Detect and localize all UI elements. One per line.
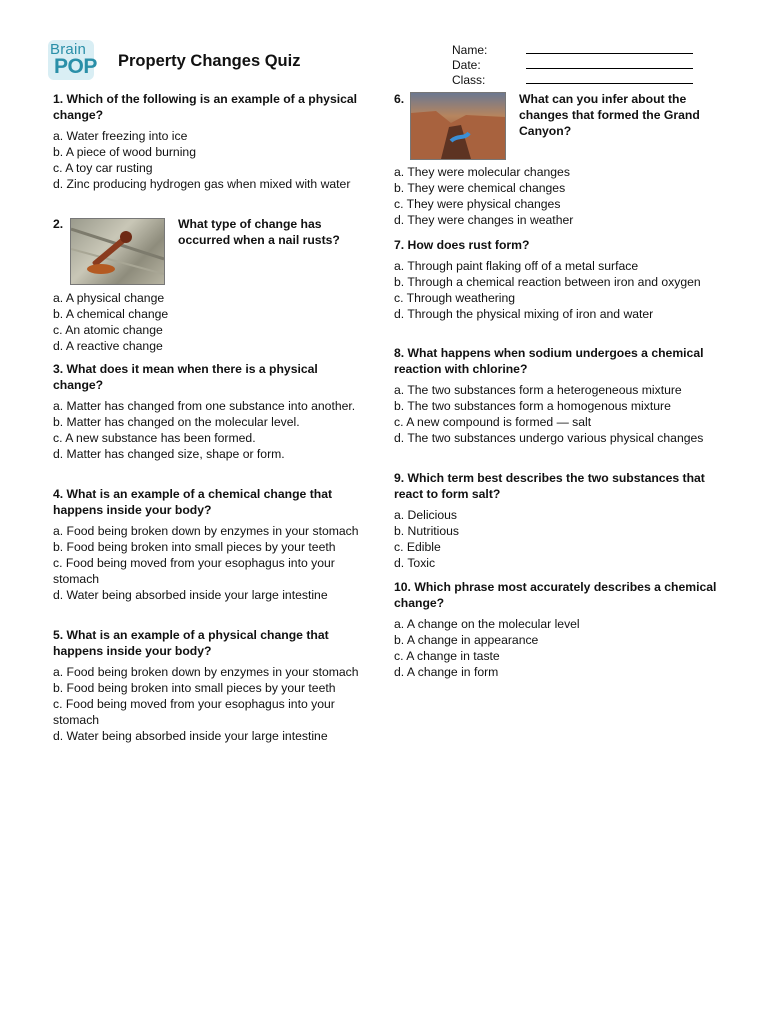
answer-option: b. Through a chemical reaction between iron and oxygen — [394, 275, 701, 289]
class-field-line[interactable] — [526, 83, 693, 84]
question-text: 5. What is an example of a physical change that happens inside your body? — [53, 628, 329, 658]
question-text: 7. How does rust form? — [394, 238, 530, 252]
question-6 — [519, 91, 719, 144]
question-5 — [53, 627, 368, 744]
date-label: Date: — [452, 58, 481, 72]
answer-option: c. An atomic change — [53, 323, 163, 337]
answer-option: a. They were molecular changes — [394, 165, 570, 179]
question-text: 3. What does it mean when there is a physical change? — [53, 362, 318, 392]
answer-option: a. Through paint flaking off of a metal surface — [394, 259, 639, 273]
answer-option: b. Food being broken into small pieces by your teeth — [53, 681, 336, 695]
question-10 — [394, 579, 719, 680]
answer-option: a. The two substances form a heterogeneous mixture — [394, 383, 682, 397]
question-4 — [53, 486, 368, 603]
question-text: 10. Which phrase most accurately describes a chemical change? — [394, 580, 717, 610]
question-3 — [53, 361, 368, 462]
name-label: Name: — [452, 43, 488, 57]
answer-option: d. Zinc producing hydrogen gas when mixed with water — [53, 177, 351, 191]
question-number: 2. — [53, 217, 64, 231]
rusty-nail-image — [70, 218, 165, 285]
question-6-number — [394, 91, 404, 107]
name-field-line[interactable] — [526, 53, 693, 54]
answer-option: a. Delicious — [394, 508, 457, 522]
answer-option: c. A toy car rusting — [53, 161, 153, 175]
answer-option: a. A change on the molecular level — [394, 617, 580, 631]
answer-option: c. A change in taste — [394, 649, 500, 663]
logo-text-brain: Brain — [50, 41, 87, 58]
question-text: What can you infer about the changes that formed the Grand Canyon? — [519, 92, 700, 138]
answer-option: a. Matter has changed from one substance into another. — [53, 399, 356, 413]
answer-option: d. The two substances undergo various physical changes — [394, 431, 704, 445]
class-label: Class: — [452, 73, 486, 87]
answer-option: a. Food being broken down by enzymes in your stomach — [53, 524, 359, 538]
page-title: Property Changes Quiz — [118, 52, 301, 70]
question-6-options — [394, 164, 719, 228]
question-2 — [178, 216, 363, 253]
answer-option: c. They were physical changes — [394, 197, 561, 211]
answer-option: d. Through the physical mixing of iron and water — [394, 307, 654, 321]
answer-option: b. Nutritious — [394, 524, 460, 538]
answer-option: c. A new substance has been formed. — [53, 431, 256, 445]
question-2-number — [53, 216, 63, 232]
grand-canyon-image — [410, 92, 506, 160]
question-text: 4. What is an example of a chemical change that happens inside your body? — [53, 487, 333, 517]
answer-option: d. Matter has changed size, shape or form. — [53, 447, 285, 461]
answer-option: b. A chemical change — [53, 307, 169, 321]
question-text: 9. Which term best describes the two substances that react to form salt? — [394, 471, 705, 501]
answer-option: c. Food being moved from your esophagus into your stomach — [53, 697, 335, 727]
answer-option: d. They were changes in weather — [394, 213, 574, 227]
question-7 — [394, 237, 719, 322]
question-text: What type of change has occurred when a nail rusts? — [178, 217, 340, 247]
brainpop-logo — [48, 40, 98, 82]
answer-option: a. A physical change — [53, 291, 165, 305]
question-9 — [394, 470, 719, 571]
answer-option: d. Water being absorbed inside your large intestine — [53, 588, 328, 602]
question-number: 6. — [394, 92, 405, 106]
question-1 — [53, 91, 368, 192]
answer-option: b. The two substances form a homogenous mixture — [394, 399, 671, 413]
question-text: 8. What happens when sodium undergoes a chemical reaction with chlorine? — [394, 346, 704, 376]
date-field-line[interactable] — [526, 68, 693, 69]
answer-option: d. Toxic — [394, 556, 436, 570]
answer-option: c. Through weathering — [394, 291, 516, 305]
answer-option: a. Food being broken down by enzymes in your stomach — [53, 665, 359, 679]
question-text: 1. Which of the following is an example of a physical change? — [53, 92, 358, 122]
answer-option: d. A reactive change — [53, 339, 163, 353]
answer-option: d. A change in form — [394, 665, 499, 679]
answer-option: c. Food being moved from your esophagus into your stomach — [53, 556, 335, 586]
answer-option: b. A piece of wood burning — [53, 145, 196, 159]
answer-option: c. Edible — [394, 540, 441, 554]
answer-option: b. They were chemical changes — [394, 181, 566, 195]
answer-option: a. Water freezing into ice — [53, 129, 188, 143]
answer-option: b. Matter has changed on the molecular level. — [53, 415, 300, 429]
answer-option: d. Water being absorbed inside your large intestine — [53, 729, 328, 743]
logo-text-pop: POP — [54, 55, 97, 78]
question-2-options — [53, 290, 368, 354]
answer-option: b. Food being broken into small pieces by your teeth — [53, 540, 336, 554]
question-8 — [394, 345, 719, 446]
answer-option: b. A change in appearance — [394, 633, 539, 647]
answer-option: c. A new compound is formed — salt — [394, 415, 592, 429]
